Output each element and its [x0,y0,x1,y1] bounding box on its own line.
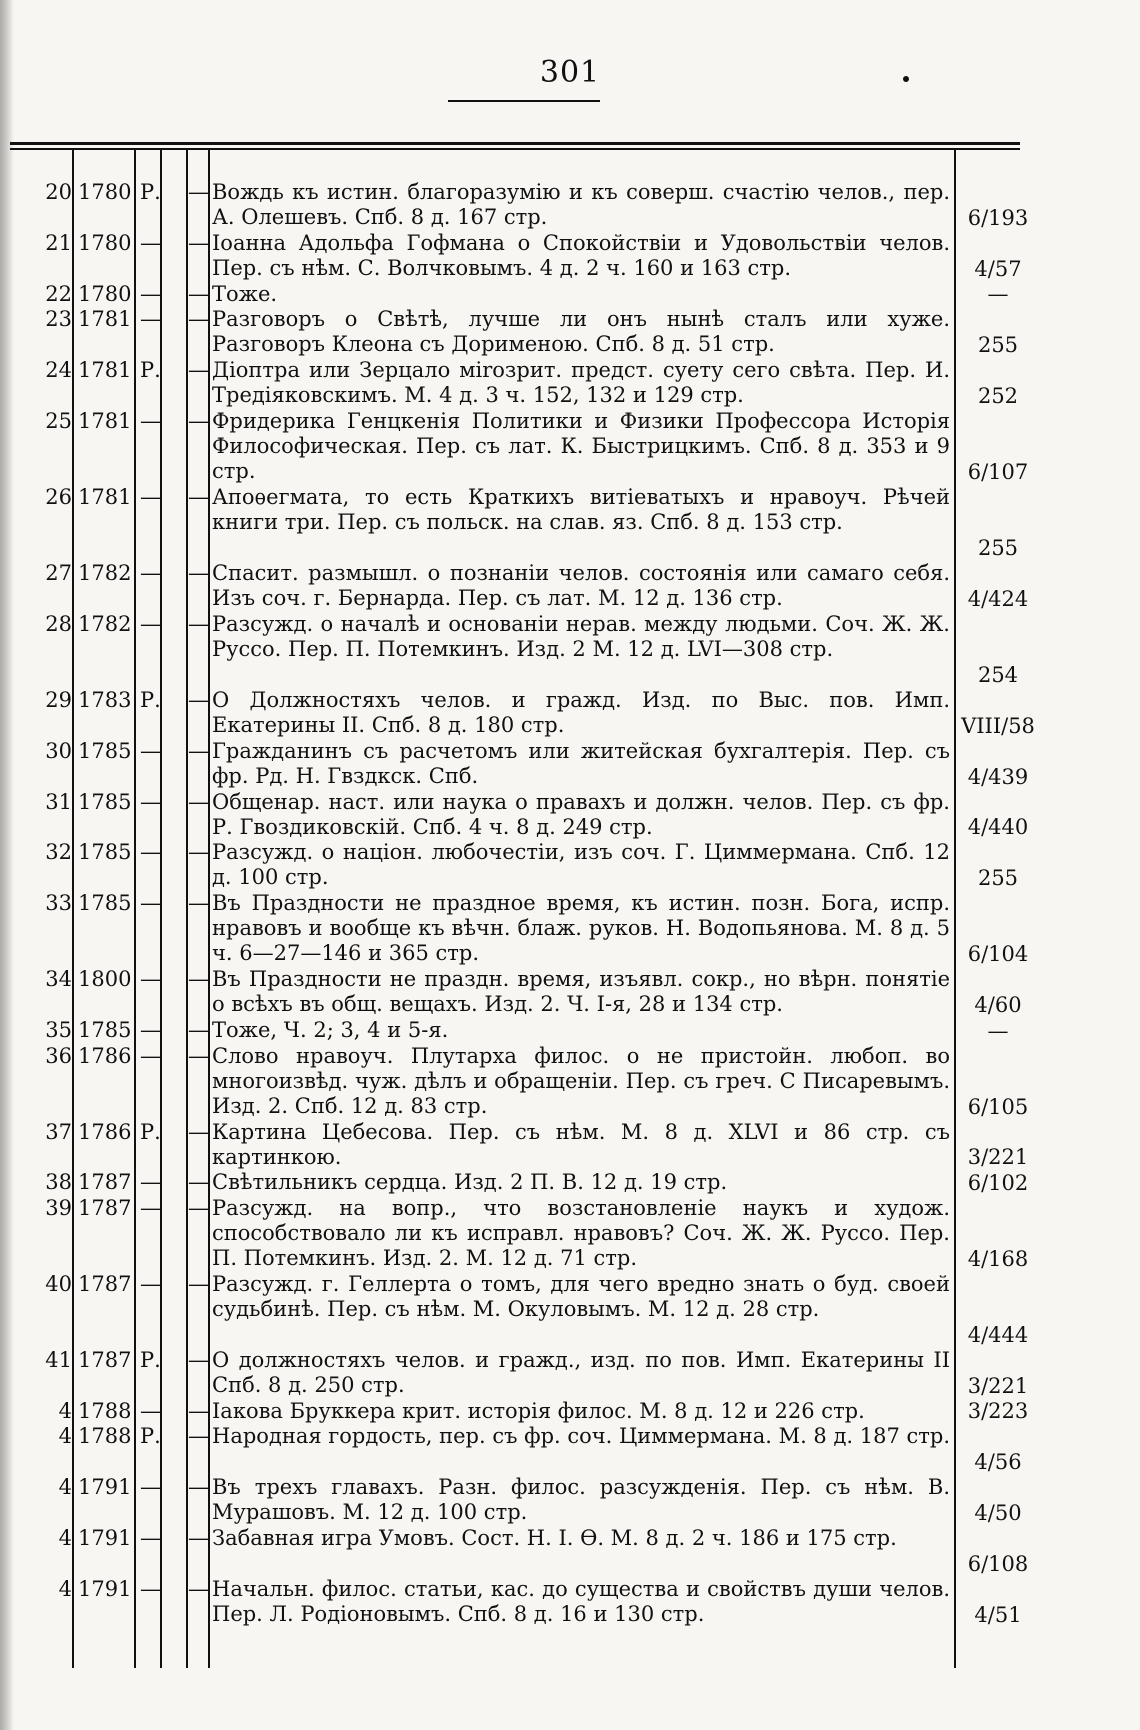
entry-dash: — [188,560,209,585]
entry-number: 28 [45,611,72,636]
catalog-entry [0,1272,1140,1348]
entry-dash: — [188,1272,209,1297]
entry-title: Начальн. филос. статьи, кас. до существа и свойствъ души челов. Пер. Л. Родіоновымъ. Спб. 8 д. 16 и 130 стр. [212,1576,950,1626]
entry-dash: — [188,1195,209,1220]
entry-mark: — [140,408,161,433]
entry-title: О Должностяхъ челов. и гражд. Изд. по Выс. пов. Имп. Екатерины II. Спб. 8 д. 180 стр. [212,687,950,737]
entry-title: Іакова Бруккера крит. исторія филос. М. 8 д. 12 и 226 стр. [212,1399,865,1424]
header-rule [10,142,1020,145]
entry-number: 40 [45,1272,72,1297]
entry-dash: — [188,408,209,433]
entry-mark: Р. [140,1348,161,1373]
entry-dash: — [188,891,209,916]
catalog-entry [0,409,1140,485]
entry-title: Спасит. размышл. о познаніи челов. состоянія или самаго себя. Изъ соч. г. Бернарда. Пер. съ лат. М. 12 д. 136 стр. [212,560,950,610]
entry-number: 36 [45,1043,72,1068]
catalog-entry [0,1348,1140,1399]
entry-mark: — [140,611,161,636]
entry-dash: — [188,357,209,382]
entry-year: 1787 [78,1348,132,1373]
entry-mark: Р. [140,180,161,204]
entry-year: 1800 [78,967,132,992]
catalog-entry [0,231,1140,282]
entry-dash: — [188,1475,209,1500]
catalog-entry [0,282,1140,307]
catalog-entry [0,688,1140,739]
entry-dash: — [188,687,209,712]
catalog-entry [0,1475,1140,1526]
catalog-entry [0,739,1140,790]
entry-price: 4/439 [967,764,1029,789]
entry-price: 4/56 [974,1450,1022,1475]
entry-mark: — [140,1043,161,1068]
entry-number: 21 [45,230,72,255]
entry-price: — [987,281,1009,306]
entry-year: 1791 [78,1475,132,1500]
catalog-entry [0,180,1140,231]
page-number: 301 [539,55,601,90]
entry-year: 1782 [78,560,132,585]
entry-number: 24 [45,357,72,382]
entry-number: 22 [45,281,72,306]
entry-price: 6/107 [967,459,1029,484]
entry-year: 1786 [78,1043,132,1068]
catalog-entry [0,612,1140,688]
entry-number: 33 [45,891,72,916]
entry-mark: — [140,1526,161,1551]
entry-number: 27 [45,560,72,585]
entry-dash: — [188,840,209,865]
entry-mark: — [140,1195,161,1220]
entry-dash: — [188,789,209,814]
entry-title: Въ Праздности не праздное время, къ истин. позн. Бога, испр. нравовъ и вообще къ вѣчн. блаж. руков. Н. Водопьянова. М. 8 д. 5 ч. 6—27—146 и 365 стр. [212,891,950,966]
entry-title: Разсужд. о націон. любочестіи, изъ соч. Г. Циммермана. Спб. 12 д. 100 стр. [212,840,950,890]
entry-title: Въ Праздности не праздн. время, изъявл. сокр., но вѣрн. понятіе о всѣхъ въ общ. вещахъ. Изд. 2. Ч. I-я, 28 и 134 стр. [212,967,950,1017]
entry-year: 1785 [78,1018,132,1043]
entry-dash: — [188,230,209,255]
entry-price: 4/440 [967,815,1029,840]
entry-title: Тоже. [212,281,278,306]
entry-title: Іоанна Адольфа Гофмана о Спокойствіи и Удовольствіи челов. Пер. съ нѣм. С. Волчковымъ. 4 д. 2 ч. 160 и 163 стр. [212,230,950,280]
entry-title: Тоже, Ч. 2; 3, 4 и 5-я. [212,1018,449,1043]
entry-dash: — [188,1399,209,1424]
entry-title: Фридерика Генцкенія Политики и Физики Профессора Исторія Философическая. Пер. съ лат. К. Быстрицкимъ. Спб. 8 д. 353 и 9 стр. [212,408,950,483]
catalog-entry [0,790,1140,841]
entry-dash: — [188,967,209,992]
entry-title: О должностяхъ челов. и гражд., изд. по пов. Имп. Екатерины II Спб. 8 д. 250 стр. [212,1348,950,1398]
entry-title: Разсужд. о началѣ и основаніи нерав. между людьми. Соч. Ж. Ж. Руссо. Пер. П. Потемкинъ. Изд. 2 М. 12 д. LVI—308 стр. [212,611,950,661]
entry-dash: — [188,281,209,306]
entry-mark: — [140,967,161,992]
entry-title: Разсужд. г. Геллерта о томъ, для чего вредно знать о буд. своей судьбинѣ. Пер. съ нѣм. М. Окуловымъ. М. 12 д. 28 стр. [212,1272,950,1322]
entry-title: Апоѳегмата, то есть Краткихъ витіеватыхъ и нравоуч. Рѣчей книги три. Пер. съ польск. на слав. яз. Спб. 8 д. 153 стр. [212,484,950,534]
catalog-entry [0,1399,1140,1424]
entry-year: 1783 [78,687,132,712]
entry-mark: — [140,1018,161,1043]
entry-year: 1780 [78,180,132,204]
entry-mark: — [140,1475,161,1500]
entry-price: VIII/58 [961,713,1035,738]
entry-price: — [987,1018,1009,1043]
entry-dash: — [188,1043,209,1068]
entry-dash: — [188,1348,209,1373]
entry-mark: — [140,738,161,763]
entry-mark: Р. [140,1424,161,1449]
entry-title: Свѣтильникъ сердца. Изд. 2 П. В. 12 д. 19 стр. [212,1170,728,1195]
entry-year: 1791 [78,1526,132,1551]
entry-number: 34 [45,967,72,992]
entry-title: Діоптра или Зерцало міrозрит. предст. суету сего свѣта. Пер. И. Тредіяковскимъ. М. 4 д. 3 ч. 152, 132 и 129 стр. [212,357,950,407]
entry-year: 1781 [78,306,132,331]
entry-mark: — [140,306,161,331]
entry-number: 4 [58,1424,72,1449]
entry-price: 4/444 [967,1323,1029,1348]
entry-price: 255 [977,866,1019,891]
entry-number: 35 [45,1018,72,1043]
catalog-entry [0,561,1140,612]
entry-year: 1781 [78,484,132,509]
entry-year: 1788 [78,1399,132,1424]
catalog-entry [0,1577,1140,1628]
entry-mark: Р. [140,357,161,382]
entry-number: 38 [45,1170,72,1195]
entry-number: 4 [58,1475,72,1500]
catalog-entry [0,358,1140,409]
entry-title: Народная гордость, пер. съ фр. соч. Циммермана. М. 8 д. 187 стр. [212,1424,950,1449]
entry-mark: Р. [140,687,161,712]
entry-mark: — [140,1399,161,1424]
entry-mark: — [140,891,161,916]
entry-year: 1785 [78,840,132,865]
page-number-rule [448,100,600,102]
entry-mark: — [140,1576,161,1601]
entry-number: 20 [45,180,72,204]
entry-year: 1781 [78,408,132,433]
entry-mark: — [140,840,161,865]
catalog-entry [0,1018,1140,1043]
entry-dash: — [188,738,209,763]
entry-year: 1787 [78,1170,132,1195]
entry-number: 37 [45,1119,72,1144]
catalog-entry [0,840,1140,891]
entry-price: 6/102 [967,1170,1029,1195]
entry-price: 4/168 [967,1247,1029,1272]
entry-mark: — [140,281,161,306]
entry-price: 3/221 [967,1374,1029,1399]
catalog-entry [0,1120,1140,1171]
entry-number: 26 [45,484,72,509]
entry-price: 4/60 [974,993,1022,1018]
entry-dash: — [188,180,209,204]
entry-price: 6/108 [967,1551,1029,1576]
entry-price: 6/193 [967,205,1029,230]
catalog-entry [0,307,1140,358]
entry-dash: — [188,306,209,331]
entry-price: 4/424 [967,586,1029,611]
entry-year: 1791 [78,1576,132,1601]
entry-dash: — [188,611,209,636]
entry-year: 1785 [78,789,132,814]
entry-title: Картина Цебесова. Пер. съ нѣм. М. 8 д. XLVI и 86 стр. съ картинкою. [212,1119,950,1169]
entry-mark: — [140,1170,161,1195]
entry-dash: — [188,484,209,509]
entry-price: 3/221 [967,1145,1029,1170]
entry-price: 4/51 [974,1602,1022,1627]
entry-number: 31 [45,789,72,814]
catalog-entry [0,485,1140,561]
entry-price: 255 [977,535,1019,560]
entry-title: Въ трехъ главахъ. Разн. филос. разсужденія. Пер. съ нѣм. В. Мурашовъ. М. 12 д. 100 стр. [212,1475,950,1525]
entry-dash: — [188,1526,209,1551]
entry-mark: — [140,484,161,509]
entry-number: 23 [45,306,72,331]
entry-mark: — [140,789,161,814]
entry-price: 3/223 [967,1399,1029,1424]
entry-number: 39 [45,1195,72,1220]
entry-title: Разговоръ о Свѣтѣ, лучше ли онъ нынѣ сталъ или хуже. Разговоръ Клеона съ Дорименою. Спб. 8 д. 51 стр. [212,306,950,356]
entry-year: 1787 [78,1195,132,1220]
print-dot [903,76,909,82]
entry-year: 1781 [78,357,132,382]
entry-price: 6/105 [967,1094,1029,1119]
entry-title: Гражданинъ съ расчетомъ или житейская бухгалтерія. Пер. съ фр. Рд. Н. Гвздкск. Спб. [212,738,950,788]
entry-price: 254 [977,662,1019,687]
entry-dash: — [188,1018,209,1043]
catalog-entry [0,967,1140,1018]
entry-dash: — [188,1170,209,1195]
catalog-entry [0,1196,1140,1272]
entry-price: 252 [977,383,1019,408]
entry-year: 1785 [78,891,132,916]
entry-mark: — [140,230,161,255]
entry-title: Забавная игра Умовъ. Сост. Н. І. Ѳ. М. 8 д. 2 ч. 186 и 175 стр. [212,1526,897,1551]
entry-title: Слово нравоуч. Плутарха филос. о не пристойн. любоп. во многоизвѣд. чуж. дѣлъ и обращеніи. Пер. съ греч. С Писаревымъ. Изд. 2. Спб. 12 д. 83 стр. [212,1043,950,1118]
catalog-entry [0,1170,1140,1195]
entry-price: 4/57 [974,256,1022,281]
entry-year: 1780 [78,281,132,306]
entry-year: 1780 [78,230,132,255]
entry-number: 4 [58,1576,72,1601]
entry-price: 6/104 [967,942,1029,967]
entry-mark: Р. [140,1119,161,1144]
entry-title: Разсужд. на вопр., что возстановленіе наукъ и худож. способствовало ли къ исправл. нравовъ? Соч. Ж. Ж. Руссо. Пер. П. Потемкинъ. Изд. 2. М. 12 д. 71 стр. [212,1195,950,1270]
entry-year: 1782 [78,611,132,636]
entry-title: Вождь къ истин. благоразумію и къ соверш. счастію челов., пер. А. Олешевъ. Спб. 8 д. 167 стр. [212,180,950,229]
catalog-table [0,180,1140,1628]
entry-mark: — [140,560,161,585]
entry-year: 1786 [78,1119,132,1144]
entry-dash: — [188,1576,209,1601]
entry-title: Общенар. наст. или наука о правахъ и должн. челов. Пер. съ фр. Р. Гвоздиковскій. Спб. 4 ч. 8 д. 249 стр. [212,789,950,839]
entry-number: 4 [58,1399,72,1424]
entry-number: 4 [58,1526,72,1551]
entry-number: 29 [45,687,72,712]
entry-price: 4/50 [974,1501,1022,1526]
entry-number: 32 [45,840,72,865]
catalog-entry [0,1424,1140,1475]
entry-number: 30 [45,738,72,763]
entry-mark: — [140,1272,161,1297]
entry-price: 255 [977,332,1019,357]
entry-year: 1787 [78,1272,132,1297]
entry-number: 25 [45,408,72,433]
entry-number: 41 [45,1348,72,1373]
catalog-entry [0,1526,1140,1577]
entry-dash: — [188,1119,209,1144]
entry-dash: — [188,1424,209,1449]
catalog-entry [0,1044,1140,1120]
entry-year: 1788 [78,1424,132,1449]
catalog-entry [0,891,1140,967]
entry-year: 1785 [78,738,132,763]
